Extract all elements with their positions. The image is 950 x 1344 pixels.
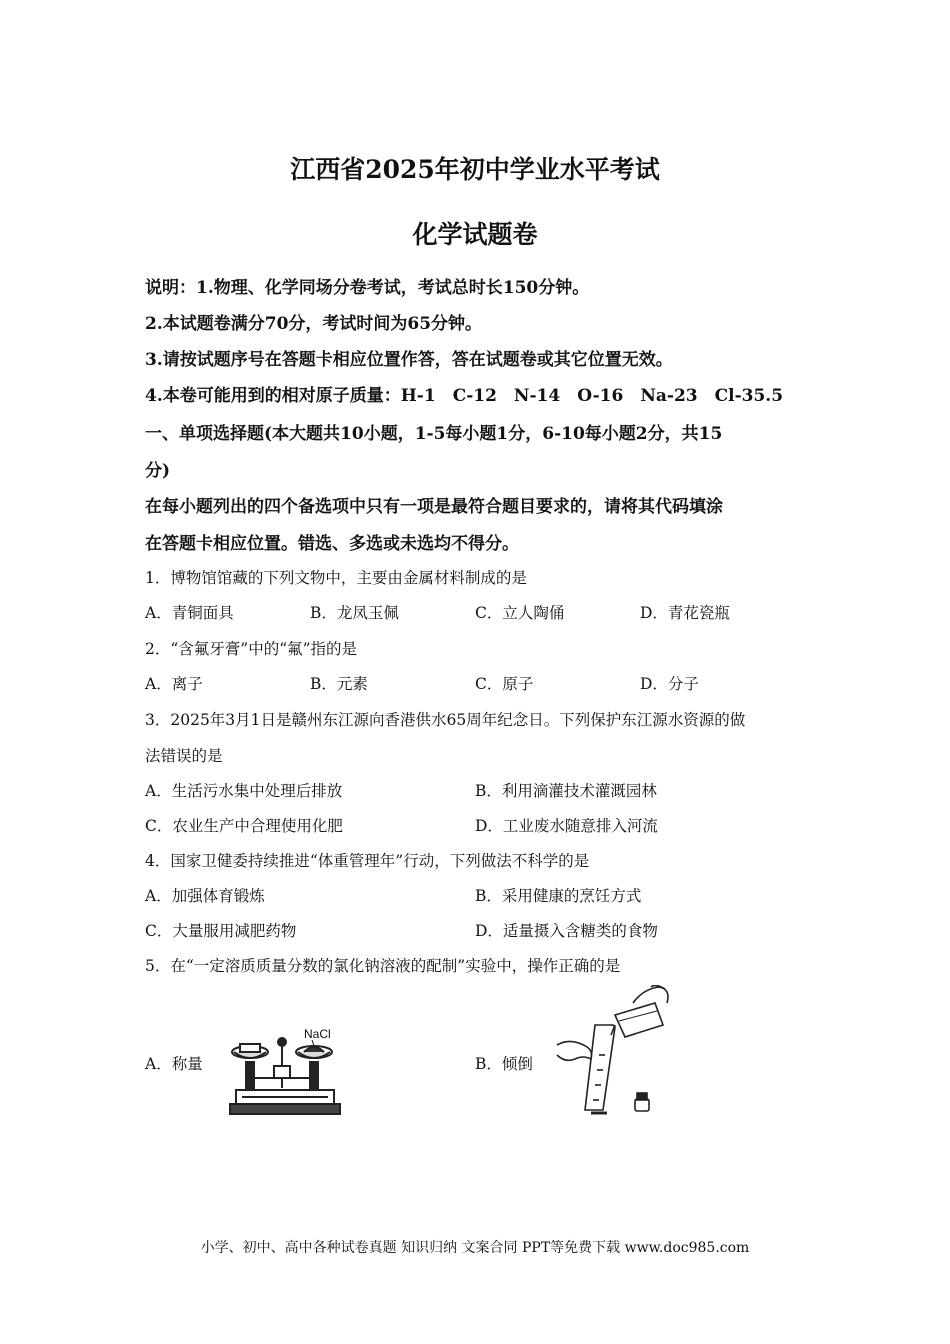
pouring-illustration (555, 985, 675, 1120)
nacl-label: NaCl (304, 1027, 331, 1041)
q5-option-b: B．倾倒 (475, 1055, 533, 1073)
footer-text: 小学、初中、高中各种试卷真题 知识归纳 文案合同 PPT等免费下载 www.doc985.com (200, 1240, 750, 1256)
q3-option-a: A．生活污水集中处理后排放 (145, 782, 343, 800)
q1-option-d: D．青花瓷瓶 (640, 604, 730, 622)
q3-option-d: D．工业废水随意排入河流 (475, 817, 658, 835)
q3-option-c: C．农业生产中合理使用化肥 (145, 817, 343, 835)
q4-option-c: C．大量服用减肥药物 (145, 922, 297, 940)
q4-option-d: D．适量摄入含糖类的食物 (475, 922, 658, 940)
section-heading: 一、单项选择题(本大题共10小题，1-5每小题1分，6-10每小题2分，共15 (145, 424, 723, 444)
balance-scale-illustration (222, 1022, 352, 1122)
q4-option-b: B．采用健康的烹饪方式 (475, 887, 642, 905)
instruction-2: 2.本试题卷满分70分，考试时间为65分钟。 (145, 314, 483, 334)
q3-stem-cont: 法错误的是 (145, 747, 223, 765)
q3-stem: 3．2025年3月1日是赣州东江源向香港供水65周年纪念日。下列保护东江源水资源的做 (145, 711, 746, 729)
q1-option-a: A．青铜面具 (145, 604, 234, 622)
section-heading-cont: 分) (145, 461, 171, 481)
q2-option-c: C．原子 (475, 675, 534, 693)
q1-stem: 1．博物馆馆藏的下列文物中，主要由金属材料制成的是 (145, 569, 527, 587)
instruction-1: 说明：1.物理、化学同场分卷考试，考试总时长150分钟。 (145, 278, 590, 298)
q2-option-d: D．分子 (640, 675, 699, 693)
instruction-4: 4.本卷可能用到的相对原子质量：H-1 C-12 N-14 O-16 Na-23 Cl-35.5 (145, 386, 784, 406)
q2-stem: 2．“含氟牙膏”中的“氟”指的是 (145, 640, 358, 658)
q4-stem: 4．国家卫健委持续推进“体重管理年”行动，下列做法不科学的是 (145, 852, 590, 870)
q1-option-c: C．立人陶俑 (475, 604, 565, 622)
q5-option-a: A．称量 (145, 1055, 203, 1073)
exam-subtitle: 化学试题卷 (412, 220, 538, 249)
instruction-3: 3.请按试题序号在答题卡相应位置作答，答在试题卷或其它位置无效。 (145, 350, 673, 370)
section-description-cont: 在答题卡相应位置。错选、多选或未选均不得分。 (145, 534, 519, 554)
exam-title: 江西省2025年初中学业水平考试 (290, 155, 660, 184)
q1-option-b: B．龙凤玉佩 (310, 604, 399, 622)
section-description: 在每小题列出的四个备选项中只有一项是最符合题目要求的，请将其代码填涂 (145, 497, 723, 517)
q4-option-a: A．加强体育锻炼 (145, 887, 265, 905)
q5-stem: 5．在“一定溶质质量分数的氯化钠溶液的配制”实验中，操作正确的是 (145, 957, 621, 975)
q2-option-a: A．离子 (145, 675, 203, 693)
q2-option-b: B．元素 (310, 675, 368, 693)
q3-option-b: B．利用滴灌技术灌溉园林 (475, 782, 657, 800)
